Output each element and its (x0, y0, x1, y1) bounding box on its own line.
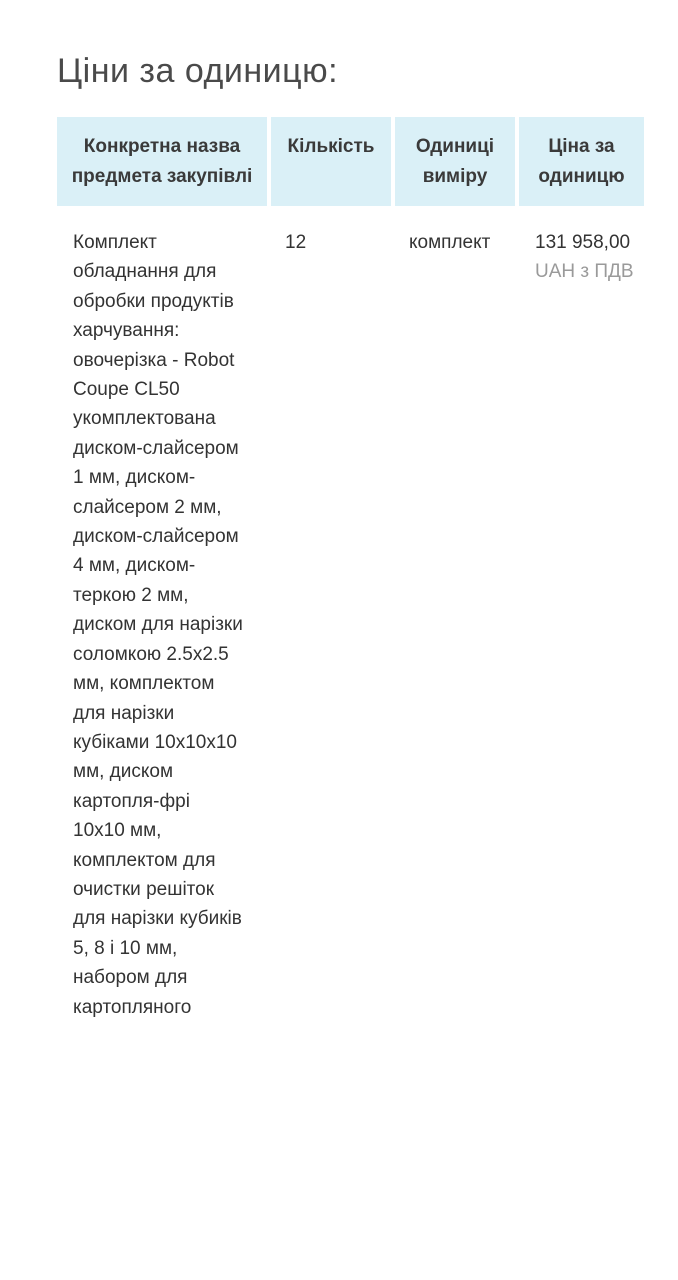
header-unit: Одиниці виміру (395, 117, 515, 206)
header-unit-price: Ціна за одиницю (519, 117, 644, 206)
page-title: Ціни за одиницю: (57, 52, 339, 90)
table-row (57, 206, 644, 1022)
cell-quantity: 12 (285, 232, 307, 253)
table-header-row (57, 117, 644, 206)
cell-unit-price (519, 206, 644, 1022)
header-quantity: Кількість (271, 117, 391, 206)
price-value: 131 958,00 (535, 232, 631, 253)
header-item-name: Конкретна назва предмета закупівлі (57, 117, 267, 206)
cell-item-name: Комплект обладнання для обробки продуктів харчування: овочерізка - Robot Coupe CL50 укомплектована диском-слайсером 1 мм, диском-слайсером 2 мм, диском-слайсером 4 мм, диском-теркою 2 мм, диском для нарізки соломкою 2.5х2.5 мм, комплектом для нарізки кубіками 10х10х10 мм, диском картопля-фрі 10х10 мм, комплектом для очистки решіток для нарізки кубиків 5, 8 і 10 мм, набором для картопляного (73, 232, 243, 1018)
price-vat-note: UAH з ПДВ (535, 261, 634, 283)
cell-unit: комплект (409, 232, 491, 253)
unit-prices-table (53, 117, 648, 1022)
